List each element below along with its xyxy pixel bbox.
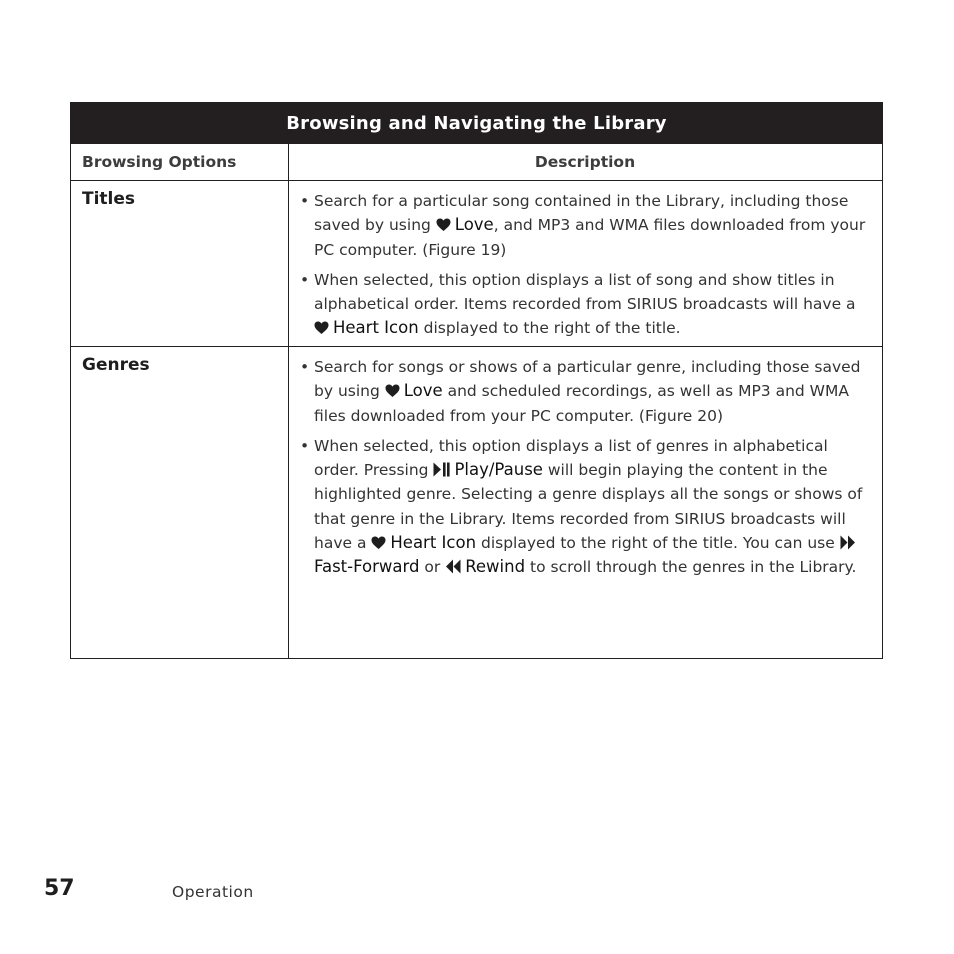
bullet-text: , and MP3 and WMA files downloaded from your PC computer. (Figure 19) xyxy=(314,216,866,259)
play-pause-icon xyxy=(433,462,450,477)
heart-icon xyxy=(385,384,400,398)
bullet-item xyxy=(300,355,870,428)
rewind-keyword: Rewind xyxy=(465,557,526,577)
heart-icon xyxy=(314,321,329,335)
rewind-icon xyxy=(445,559,461,574)
bullet-text: and scheduled recordings, as well as MP3 and WMA files downloaded from your PC computer. (Figure 20) xyxy=(314,382,849,425)
bullet-text: When selected, this option displays a list of genres in alphabetical order. Pressing xyxy=(314,436,828,480)
bullet-text: or xyxy=(419,558,446,577)
heart-icon-keyword: Heart Icon xyxy=(333,318,419,338)
table-row-titles xyxy=(71,180,882,346)
header-browsing-options: Browsing Options xyxy=(71,144,289,180)
library-browsing-table xyxy=(70,102,883,659)
heart-icon-keyword: Heart Icon xyxy=(390,533,477,553)
description-cell xyxy=(289,181,882,346)
header-description: Description xyxy=(534,153,636,171)
option-cell xyxy=(71,181,289,346)
love-keyword: Love xyxy=(403,381,443,401)
fast-forward-icon xyxy=(840,535,856,550)
bullet-text: will begin playing the content in the highlighted genre. Selecting a genre displays all the songs or shows of that genre in the Library. Items recorded from SIRIUS broadcasts will have a xyxy=(314,461,863,553)
description-cell xyxy=(289,347,882,658)
table-row-genres xyxy=(71,346,882,658)
bullet-text: When selected, this option displays a list of song and show titles in alphabetical order. Items recorded from SIRIUS broadcasts will have a xyxy=(314,270,856,314)
option-name-genres: Genres xyxy=(82,355,150,375)
table-header-row xyxy=(71,143,882,180)
table-title: Browsing and Navigating the Library xyxy=(71,103,882,143)
play-pause-keyword: Play/Pause xyxy=(454,460,543,480)
heart-icon xyxy=(436,218,451,232)
bullet-text: displayed to the right of the title. You can use xyxy=(476,534,840,553)
bullet-item xyxy=(300,189,870,262)
bullet-text: Search for a particular song contained in the Library, including those saved by using xyxy=(314,192,849,235)
bullet-item xyxy=(300,268,870,341)
section-name: Operation xyxy=(172,883,254,901)
fast-forward-keyword: Fast-Forward xyxy=(314,557,420,577)
bullet-text: to scroll through the genres in the Library. xyxy=(525,558,857,577)
bullet-text: displayed to the right of the title. xyxy=(418,319,681,338)
option-cell xyxy=(71,347,289,658)
page-number: 57 xyxy=(44,876,75,901)
bullet-text: Search for songs or shows of a particular genre, including those saved by using xyxy=(314,358,861,401)
option-name-titles: Titles xyxy=(82,189,136,209)
bullet-item xyxy=(300,434,870,580)
love-keyword: Love xyxy=(454,215,494,235)
heart-icon xyxy=(371,536,386,550)
